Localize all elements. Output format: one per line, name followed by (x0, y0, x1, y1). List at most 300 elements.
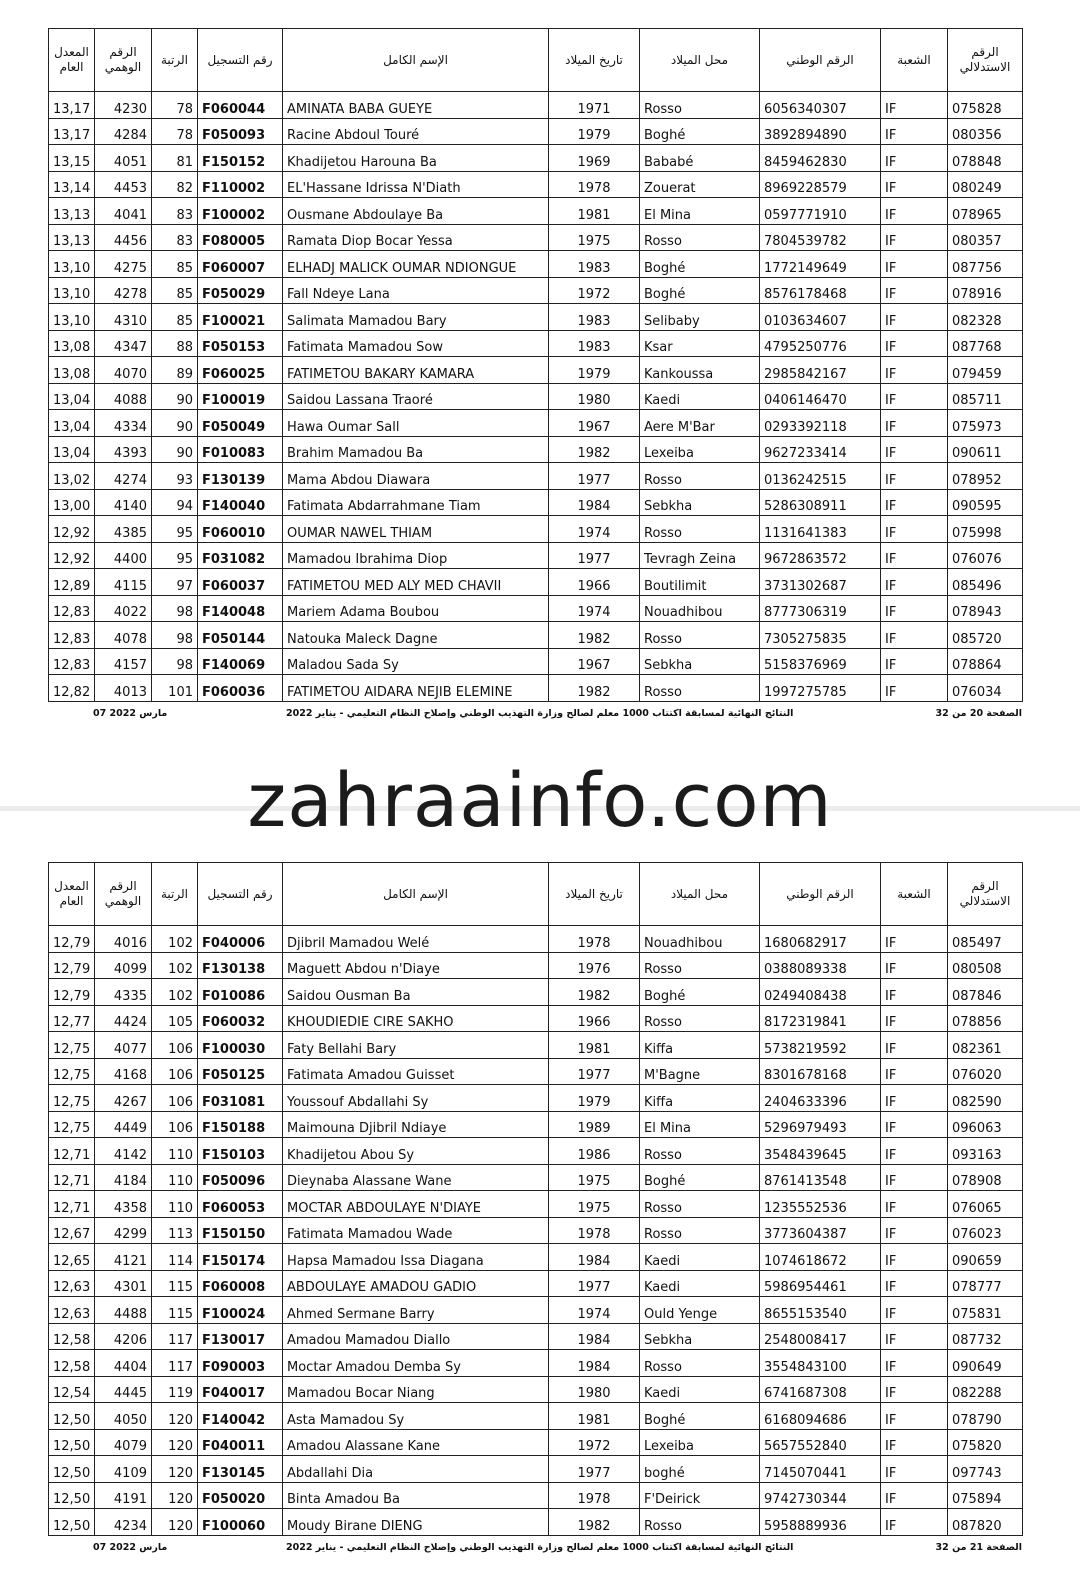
cell-fake-number: 4301 (95, 1270, 152, 1297)
cell-full-name: Khadijetou Abou Sy (283, 1138, 549, 1165)
cell-rank: 98 (152, 595, 198, 622)
cell-reference: 080357 (948, 224, 1023, 251)
cell-branch: IF (881, 436, 948, 463)
cell-average: 12,50 (49, 1482, 95, 1509)
cell-rank: 95 (152, 542, 198, 569)
cell-national-id: 3892894890 (760, 118, 881, 145)
cell-full-name: Saidou Lassana Traoré (283, 383, 549, 410)
cell-fake-number: 4121 (95, 1244, 152, 1271)
table-row (49, 1164, 1023, 1191)
cell-birth-place: Rosso (640, 1138, 760, 1165)
cell-national-id: 1680682917 (760, 926, 881, 953)
table-row (49, 1032, 1023, 1059)
cell-branch: IF (881, 516, 948, 543)
cell-registration: F060007 (198, 251, 283, 278)
cell-national-id: 7305275835 (760, 622, 881, 649)
cell-average: 12,50 (49, 1509, 95, 1536)
cell-rank: 102 (152, 926, 198, 953)
cell-birth-place: boghé (640, 1456, 760, 1483)
cell-rank: 102 (152, 979, 198, 1006)
cell-rank: 106 (152, 1058, 198, 1085)
cell-birth-place: Lexeiba (640, 436, 760, 463)
cell-fake-number: 4168 (95, 1058, 152, 1085)
cell-registration: F140069 (198, 648, 283, 675)
cell-full-name: KHOUDIEDIE CIRE SAKHO (283, 1005, 549, 1032)
cell-birth-place: Selibaby (640, 304, 760, 331)
cell-fake-number: 4453 (95, 171, 152, 198)
cell-branch: IF (881, 952, 948, 979)
cell-national-id: 1131641383 (760, 516, 881, 543)
cell-average: 12,83 (49, 622, 95, 649)
cell-birth-place: Boghé (640, 118, 760, 145)
cell-full-name: Dieynaba Alassane Wane (283, 1164, 549, 1191)
results-table (48, 862, 1023, 1536)
cell-branch: IF (881, 1191, 948, 1218)
cell-registration: F060037 (198, 569, 283, 596)
cell-rank: 106 (152, 1085, 198, 1112)
cell-fake-number: 4400 (95, 542, 152, 569)
cell-registration: F130017 (198, 1323, 283, 1350)
cell-average: 12,58 (49, 1350, 95, 1377)
cell-branch: IF (881, 1456, 948, 1483)
cell-birth-place: Kaedi (640, 1270, 760, 1297)
cell-birth-year: 1978 (549, 1217, 640, 1244)
header-reference: الرقم الاستدلالي (948, 863, 1023, 926)
cell-fake-number: 4142 (95, 1138, 152, 1165)
cell-rank: 97 (152, 569, 198, 596)
cell-national-id: 8459462830 (760, 145, 881, 172)
cell-rank: 82 (152, 171, 198, 198)
cell-national-id: 2985842167 (760, 357, 881, 384)
cell-reference: 078856 (948, 1005, 1023, 1032)
cell-reference: 080249 (948, 171, 1023, 198)
cell-national-id: 1235552536 (760, 1191, 881, 1218)
cell-branch: IF (881, 569, 948, 596)
table-row (49, 1111, 1023, 1138)
cell-rank: 114 (152, 1244, 198, 1271)
table-row (49, 304, 1023, 331)
cell-average: 12,63 (49, 1270, 95, 1297)
cell-average: 12,71 (49, 1138, 95, 1165)
cell-full-name: Maimouna Djibril Ndiaye (283, 1111, 549, 1138)
cell-branch: IF (881, 145, 948, 172)
table-row (49, 516, 1023, 543)
cell-national-id: 8761413548 (760, 1164, 881, 1191)
cell-birth-year: 1980 (549, 383, 640, 410)
cell-birth-year: 1981 (549, 198, 640, 225)
table-row (49, 277, 1023, 304)
header-rank: الرتبة (152, 29, 198, 92)
table-row (49, 1270, 1023, 1297)
cell-birth-year: 1983 (549, 330, 640, 357)
cell-reference: 087846 (948, 979, 1023, 1006)
cell-registration: F100019 (198, 383, 283, 410)
cell-reference: 082361 (948, 1032, 1023, 1059)
cell-birth-year: 1978 (549, 1482, 640, 1509)
cell-rank: 120 (152, 1482, 198, 1509)
cell-fake-number: 4393 (95, 436, 152, 463)
cell-average: 12,75 (49, 1085, 95, 1112)
cell-average: 12,83 (49, 648, 95, 675)
cell-full-name: ELHADJ MALICK OUMAR NDIONGUE (283, 251, 549, 278)
header-fake-number: الرقم الوهمي (95, 863, 152, 926)
cell-rank: 78 (152, 92, 198, 119)
cell-registration: F040011 (198, 1429, 283, 1456)
cell-registration: F100021 (198, 304, 283, 331)
cell-birth-place: Sebkha (640, 648, 760, 675)
cell-birth-year: 1971 (549, 92, 640, 119)
cell-branch: IF (881, 383, 948, 410)
cell-birth-place: Bababé (640, 145, 760, 172)
table-row (49, 118, 1023, 145)
cell-average: 12,50 (49, 1403, 95, 1430)
cell-birth-place: Tevragh Zeina (640, 542, 760, 569)
cell-branch: IF (881, 330, 948, 357)
cell-birth-place: Rosso (640, 224, 760, 251)
cell-registration: F150188 (198, 1111, 283, 1138)
cell-birth-year: 1977 (549, 1456, 640, 1483)
cell-registration: F010083 (198, 436, 283, 463)
table-row (49, 1191, 1023, 1218)
cell-average: 13,04 (49, 436, 95, 463)
cell-branch: IF (881, 1164, 948, 1191)
cell-full-name: Fatimata Mamadou Wade (283, 1217, 549, 1244)
cell-national-id: 5986954461 (760, 1270, 881, 1297)
cell-birth-year: 1974 (549, 1297, 640, 1324)
cell-full-name: Amadou Mamadou Diallo (283, 1323, 549, 1350)
cell-registration: F031082 (198, 542, 283, 569)
cell-national-id: 7145070441 (760, 1456, 881, 1483)
table-row (49, 952, 1023, 979)
cell-reference: 085720 (948, 622, 1023, 649)
cell-fake-number: 4206 (95, 1323, 152, 1350)
cell-registration: F060010 (198, 516, 283, 543)
table-row (49, 1376, 1023, 1403)
cell-birth-place: Boghé (640, 277, 760, 304)
cell-fake-number: 4275 (95, 251, 152, 278)
cell-reference: 078952 (948, 463, 1023, 490)
cell-birth-year: 1979 (549, 357, 640, 384)
cell-birth-place: Boutilimit (640, 569, 760, 596)
cell-rank: 119 (152, 1376, 198, 1403)
cell-registration: F050020 (198, 1482, 283, 1509)
table-row (49, 489, 1023, 516)
cell-fake-number: 4404 (95, 1350, 152, 1377)
table-row (49, 1482, 1023, 1509)
page-footer (48, 1542, 1022, 1560)
cell-full-name: Asta Mamadou Sy (283, 1403, 549, 1430)
cell-full-name: Maladou Sada Sy (283, 648, 549, 675)
cell-average: 12,54 (49, 1376, 95, 1403)
cell-branch: IF (881, 251, 948, 278)
cell-registration: F050144 (198, 622, 283, 649)
cell-registration: F100024 (198, 1297, 283, 1324)
cell-full-name: Maguett Abdou n'Diaye (283, 952, 549, 979)
cell-fake-number: 4358 (95, 1191, 152, 1218)
cell-rank: 110 (152, 1191, 198, 1218)
cell-reference: 090649 (948, 1350, 1023, 1377)
cell-birth-year: 1979 (549, 1085, 640, 1112)
cell-average: 13,02 (49, 463, 95, 490)
cell-average: 12,63 (49, 1297, 95, 1324)
cell-national-id: 7804539782 (760, 224, 881, 251)
table-row (49, 569, 1023, 596)
cell-rank: 120 (152, 1429, 198, 1456)
table-row (49, 1058, 1023, 1085)
cell-fake-number: 4050 (95, 1403, 152, 1430)
cell-birth-year: 1977 (549, 1058, 640, 1085)
cell-fake-number: 4078 (95, 622, 152, 649)
cell-rank: 81 (152, 145, 198, 172)
cell-full-name: OUMAR NAWEL THIAM (283, 516, 549, 543)
cell-registration: F090003 (198, 1350, 283, 1377)
cell-birth-place: Aere M'Bar (640, 410, 760, 437)
table-row (49, 979, 1023, 1006)
cell-birth-year: 1983 (549, 304, 640, 331)
cell-branch: IF (881, 1244, 948, 1271)
cell-birth-place: Rosso (640, 1509, 760, 1536)
cell-rank: 120 (152, 1456, 198, 1483)
cell-registration: F050093 (198, 118, 283, 145)
cell-average: 12,50 (49, 1429, 95, 1456)
cell-national-id: 2548008417 (760, 1323, 881, 1350)
cell-branch: IF (881, 1217, 948, 1244)
cell-birth-place: Rosso (640, 675, 760, 702)
header-reference: الرقم الاستدلالي (948, 29, 1023, 92)
cell-full-name: AMINATA BABA GUEYE (283, 92, 549, 119)
cell-full-name: Djibril Mamadou Welé (283, 926, 549, 953)
cell-national-id: 9742730344 (760, 1482, 881, 1509)
table-row (49, 383, 1023, 410)
cell-registration: F040006 (198, 926, 283, 953)
cell-branch: IF (881, 1323, 948, 1350)
cell-national-id: 8172319841 (760, 1005, 881, 1032)
cell-registration: F040017 (198, 1376, 283, 1403)
cell-national-id: 2404633396 (760, 1085, 881, 1112)
cell-branch: IF (881, 224, 948, 251)
cell-average: 12,82 (49, 675, 95, 702)
table-row (49, 1509, 1023, 1536)
cell-national-id: 8777306319 (760, 595, 881, 622)
cell-average: 12,92 (49, 516, 95, 543)
cell-full-name: FATIMETOU BAKARY KAMARA (283, 357, 549, 384)
cell-birth-year: 1979 (549, 118, 640, 145)
cell-reference: 080508 (948, 952, 1023, 979)
cell-reference: 076034 (948, 675, 1023, 702)
table-row (49, 1244, 1023, 1271)
cell-full-name: MOCTAR ABDOULAYE N'DIAYE (283, 1191, 549, 1218)
cell-rank: 120 (152, 1509, 198, 1536)
cell-rank: 106 (152, 1111, 198, 1138)
cell-reference: 075998 (948, 516, 1023, 543)
cell-national-id: 0136242515 (760, 463, 881, 490)
cell-registration: F031081 (198, 1085, 283, 1112)
footer-page-number: الصفحة 20 من 32 (935, 708, 1022, 719)
cell-birth-year: 1974 (549, 516, 640, 543)
results-page-1 (48, 28, 1022, 719)
cell-full-name: Brahim Mamadou Ba (283, 436, 549, 463)
cell-registration: F150150 (198, 1217, 283, 1244)
header-avg: المعدل العام (49, 863, 95, 926)
cell-registration: F100030 (198, 1032, 283, 1059)
cell-reference: 078864 (948, 648, 1023, 675)
cell-average: 12,92 (49, 542, 95, 569)
cell-reference: 087820 (948, 1509, 1023, 1536)
cell-birth-year: 1982 (549, 436, 640, 463)
table-row (49, 198, 1023, 225)
header-row (49, 863, 1023, 926)
header-full-name: الإسم الكامل (283, 863, 549, 926)
cell-registration: F060032 (198, 1005, 283, 1032)
cell-national-id: 6741687308 (760, 1376, 881, 1403)
cell-branch: IF (881, 595, 948, 622)
cell-fake-number: 4424 (95, 1005, 152, 1032)
cell-rank: 85 (152, 251, 198, 278)
cell-reference: 082328 (948, 304, 1023, 331)
cell-reference: 075820 (948, 1429, 1023, 1456)
cell-full-name: Mamadou Ibrahima Diop (283, 542, 549, 569)
cell-registration: F060008 (198, 1270, 283, 1297)
cell-national-id: 6168094686 (760, 1403, 881, 1430)
cell-fake-number: 4230 (95, 92, 152, 119)
cell-birth-year: 1974 (549, 595, 640, 622)
cell-birth-year: 1989 (549, 1111, 640, 1138)
cell-birth-place: Rosso (640, 622, 760, 649)
cell-full-name: Youssouf Abdallahi Sy (283, 1085, 549, 1112)
cell-full-name: Khadijetou Harouna Ba (283, 145, 549, 172)
cell-birth-year: 1978 (549, 926, 640, 953)
cell-average: 13,08 (49, 330, 95, 357)
cell-reference: 082590 (948, 1085, 1023, 1112)
cell-reference: 085711 (948, 383, 1023, 410)
cell-registration: F060053 (198, 1191, 283, 1218)
cell-full-name: Natouka Maleck Dagne (283, 622, 549, 649)
cell-reference: 093163 (948, 1138, 1023, 1165)
cell-fake-number: 4488 (95, 1297, 152, 1324)
cell-fake-number: 4013 (95, 675, 152, 702)
cell-average: 12,79 (49, 926, 95, 953)
cell-average: 13,08 (49, 357, 95, 384)
cell-branch: IF (881, 1376, 948, 1403)
cell-average: 13,13 (49, 198, 95, 225)
header-birth-place: محل الميلاد (640, 863, 760, 926)
cell-reference: 085496 (948, 569, 1023, 596)
table-row (49, 675, 1023, 702)
cell-branch: IF (881, 1350, 948, 1377)
cell-reference: 085497 (948, 926, 1023, 953)
cell-branch: IF (881, 304, 948, 331)
cell-full-name: FATIMETOU AIDARA NEJIB ELEMINE (283, 675, 549, 702)
cell-rank: 101 (152, 675, 198, 702)
cell-reference: 075894 (948, 1482, 1023, 1509)
cell-national-id: 1997275785 (760, 675, 881, 702)
cell-registration: F060025 (198, 357, 283, 384)
cell-fake-number: 4115 (95, 569, 152, 596)
cell-branch: IF (881, 118, 948, 145)
cell-average: 13,17 (49, 118, 95, 145)
cell-birth-year: 1967 (549, 410, 640, 437)
cell-registration: F140042 (198, 1403, 283, 1430)
cell-average: 12,79 (49, 979, 95, 1006)
cell-registration: F050029 (198, 277, 283, 304)
cell-average: 13,04 (49, 383, 95, 410)
cell-rank: 120 (152, 1403, 198, 1430)
cell-branch: IF (881, 1032, 948, 1059)
cell-birth-place: Boghé (640, 1403, 760, 1430)
cell-registration: F050153 (198, 330, 283, 357)
cell-registration: F130138 (198, 952, 283, 979)
table-row (49, 1323, 1023, 1350)
cell-full-name: Ramata Diop Bocar Yessa (283, 224, 549, 251)
cell-average: 13,10 (49, 251, 95, 278)
cell-average: 12,50 (49, 1456, 95, 1483)
cell-average: 12,75 (49, 1111, 95, 1138)
cell-national-id: 3548439645 (760, 1138, 881, 1165)
cell-birth-year: 1969 (549, 145, 640, 172)
cell-national-id: 3554843100 (760, 1350, 881, 1377)
cell-registration: F100060 (198, 1509, 283, 1536)
cell-national-id: 4795250776 (760, 330, 881, 357)
header-registration: رقم التسجيل (198, 29, 283, 92)
cell-reference: 080356 (948, 118, 1023, 145)
cell-birth-year: 1975 (549, 1164, 640, 1191)
header-fake-number: الرقم الوهمي (95, 29, 152, 92)
cell-fake-number: 4310 (95, 304, 152, 331)
cell-fake-number: 4184 (95, 1164, 152, 1191)
cell-fake-number: 4234 (95, 1509, 152, 1536)
cell-fake-number: 4347 (95, 330, 152, 357)
cell-rank: 117 (152, 1323, 198, 1350)
cell-national-id: 8655153540 (760, 1297, 881, 1324)
cell-fake-number: 4099 (95, 952, 152, 979)
cell-fake-number: 4088 (95, 383, 152, 410)
header-rank: الرتبة (152, 863, 198, 926)
cell-national-id: 8576178468 (760, 277, 881, 304)
cell-birth-place: Nouadhibou (640, 595, 760, 622)
cell-branch: IF (881, 1270, 948, 1297)
cell-rank: 98 (152, 622, 198, 649)
cell-birth-year: 1984 (549, 1323, 640, 1350)
cell-reference: 075828 (948, 92, 1023, 119)
cell-national-id: 0406146470 (760, 383, 881, 410)
cell-average: 13,10 (49, 304, 95, 331)
header-row (49, 29, 1023, 92)
cell-rank: 105 (152, 1005, 198, 1032)
cell-branch: IF (881, 1403, 948, 1430)
cell-branch: IF (881, 277, 948, 304)
cell-birth-year: 1975 (549, 224, 640, 251)
table-row (49, 1350, 1023, 1377)
cell-fake-number: 4157 (95, 648, 152, 675)
cell-reference: 076076 (948, 542, 1023, 569)
table-row (49, 1297, 1023, 1324)
cell-birth-place: Rosso (640, 92, 760, 119)
cell-national-id: 0293392118 (760, 410, 881, 437)
table-row (49, 1456, 1023, 1483)
cell-full-name: Salimata Mamadou Bary (283, 304, 549, 331)
cell-registration: F150174 (198, 1244, 283, 1271)
cell-national-id: 5738219592 (760, 1032, 881, 1059)
cell-registration: F130139 (198, 463, 283, 490)
cell-birth-place: Ould Yenge (640, 1297, 760, 1324)
cell-registration: F010086 (198, 979, 283, 1006)
cell-national-id: 3773604387 (760, 1217, 881, 1244)
cell-rank: 83 (152, 224, 198, 251)
cell-registration: F110002 (198, 171, 283, 198)
footer-title: النتائج النهائية لمسابقة اكتتاب 1000 معلم لصالح وزارة التهذيب الوطني وإصلاح النظام التعليمي - يناير 2022 (286, 708, 794, 719)
cell-full-name: Saidou Ousman Ba (283, 979, 549, 1006)
cell-branch: IF (881, 171, 948, 198)
